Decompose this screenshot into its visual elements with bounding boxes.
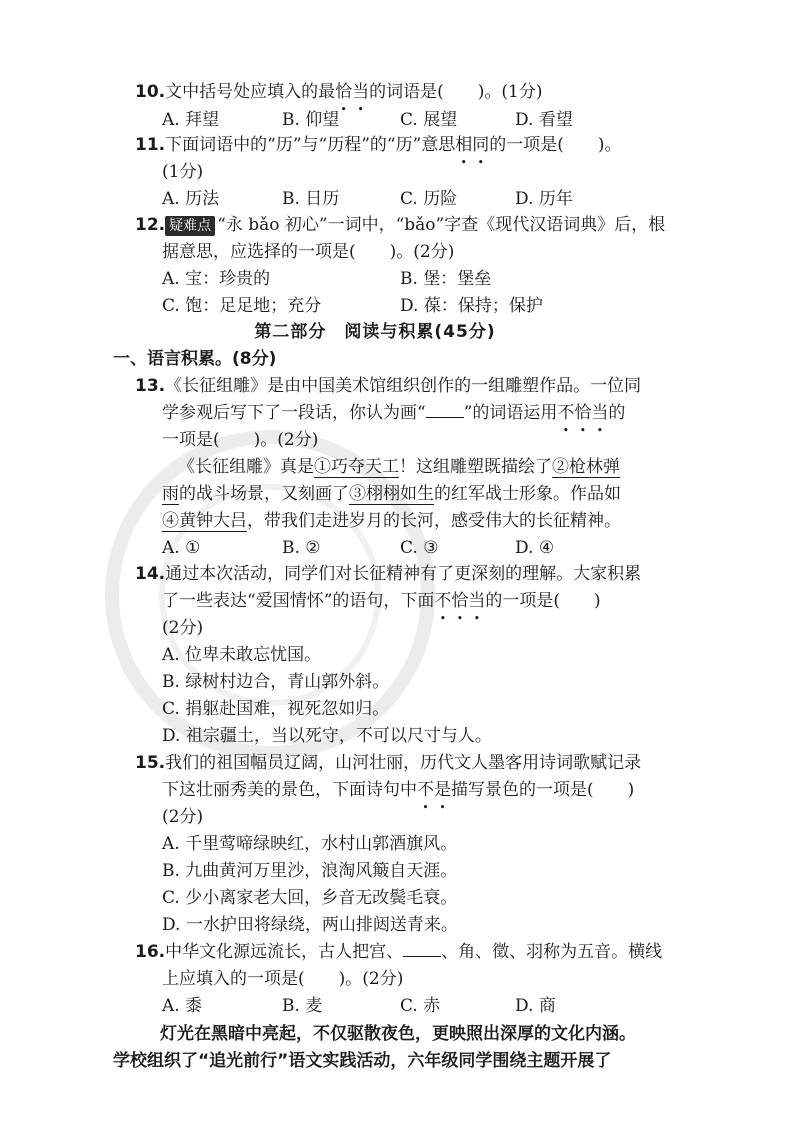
q11-option-a[interactable]: A. 历法 <box>162 189 220 209</box>
q14-option-a[interactable]: A. 位卑未敢忘忧国。 <box>162 645 322 665</box>
q14-score: (2分) <box>162 618 204 638</box>
question-15-stem: 15.我们的祖国幅员辽阔，山河壮丽，历代文人墨客用诗词歌赋记录 <box>135 753 642 773</box>
q13-option-c[interactable]: C. ③ <box>400 538 439 558</box>
underlined-term-4: ④黄钟大吕 <box>162 511 247 531</box>
q11-option-c[interactable]: C. 历险 <box>400 189 458 209</box>
question-16-stem: 16.中华文化源远流长，古人把宫、 、角、徵、羽称为五音。横线 <box>135 942 663 962</box>
question-13-stem-end: 一项是( )。(2分) <box>162 430 319 450</box>
q13-option-d[interactable]: D. ④ <box>515 538 555 558</box>
question-10-stem: 10.文中括号处应填入的最恰当的词语是( )。(1分) <box>135 82 543 102</box>
underline-sample <box>426 401 464 418</box>
q11-score: (1分) <box>162 162 204 182</box>
closing-passage-line-2: 学校组织了“追光前行”语文实践活动，六年级同学围绕主题开展了 <box>113 1051 612 1071</box>
q10-option-d[interactable]: D. 看望 <box>515 110 573 130</box>
question-16-stem-cont: 上应填入的一项是( )。(2分) <box>162 969 404 989</box>
fill-blank[interactable] <box>403 940 441 957</box>
q15-option-a[interactable]: A. 千里莺啼绿映红，水村山郭酒旗风。 <box>162 834 458 854</box>
question-13-stem: 13.《长征组雕》是由中国美术馆组织创作的一组雕塑作品。一位同 <box>135 376 642 396</box>
q13-option-a[interactable]: A. ① <box>162 538 201 558</box>
question-15-stem-cont: 下这壮丽秀美的景色，下面诗句中不是描写景色的一项是( ) <box>162 780 635 800</box>
q16-option-c[interactable]: C. 赤 <box>400 996 441 1016</box>
underlined-term-1: ①巧夺天工 <box>314 457 399 477</box>
q15-score: (2分) <box>162 807 204 827</box>
q13-option-b[interactable]: B. ② <box>282 538 321 558</box>
q15-option-b[interactable]: B. 九曲黄河万里沙，浪淘风簸自天涯。 <box>162 861 458 881</box>
q13-passage-line-2: 雨的战斗场景，又刻画了③栩栩如生的红军战士形象。作品如 <box>162 484 621 504</box>
q11-option-b[interactable]: B. 日历 <box>282 189 340 209</box>
question-12-stem: 12. 疑难点 “永 bǎo 初心”一词中，“bǎo”字查《现代汉语词典》后，根 <box>135 215 666 235</box>
q15-option-c[interactable]: C. 少小离家老大回，乡音无改鬓毛衰。 <box>162 888 458 908</box>
q10-option-b[interactable]: B. 仰望 <box>282 110 340 130</box>
underlined-term-3: ③栩栩如生 <box>349 484 434 504</box>
underlined-term-2: ②枪林弹 <box>552 457 620 477</box>
q12-option-b[interactable]: B. 堡：堡垒 <box>400 269 492 289</box>
question-13-stem-cont: 学参观后写下了一段话，你认为画“ ”的词语运用不恰当的 <box>162 403 626 423</box>
q16-option-b[interactable]: B. 麦 <box>282 996 323 1016</box>
q14-option-d[interactable]: D. 祖宗疆土，当以死守，不可以尺寸与人。 <box>162 726 492 746</box>
q12-option-c[interactable]: C. 饱：足足地；充分 <box>162 296 322 316</box>
section-2-title: 第二部分 阅读与积累(45分) <box>254 322 496 342</box>
question-14-stem: 14.通过本次活动，同学们对长征精神有了更深刻的理解。大家积累 <box>135 564 642 584</box>
question-12-stem-cont: 据意思，应选择的一项是( )。(2分) <box>162 242 455 262</box>
q16-option-d[interactable]: D. 商 <box>515 996 556 1016</box>
q15-option-d[interactable]: D. 一水护田将绿绕，两山排闼送青来。 <box>162 915 458 935</box>
closing-passage-line-1: 灯光在黑暗中亮起，不仅驱散夜色，更映照出深厚的文化内涵。 <box>160 1024 636 1044</box>
q13-passage-line-3: ④黄钟大吕，带我们走进岁月的长河，感受伟大的长征精神。 <box>162 511 621 531</box>
question-14-stem-cont: 了一些表达“爱国情怀”的语句，下面不恰当的一项是( ) <box>162 591 601 611</box>
q11-option-d[interactable]: D. 历年 <box>515 189 573 209</box>
question-11-stem: 11.下面词语中的“历”与“历程”的“历”意思相同的一项是( )。 <box>135 135 622 155</box>
q10-option-c[interactable]: C. 展望 <box>400 110 458 130</box>
difficulty-badge: 疑难点 <box>165 216 215 236</box>
q12-option-a[interactable]: A. 宝：珍贵的 <box>162 269 271 289</box>
part-1-heading: 一、语言积累。(8分) <box>113 349 277 369</box>
q14-option-b[interactable]: B. 绿树村边合，青山郭外斜。 <box>162 672 390 692</box>
q16-option-a[interactable]: A. 黍 <box>162 996 203 1016</box>
q14-option-c[interactable]: C. 捐躯赴国难，视死忽如归。 <box>162 699 390 719</box>
q12-option-d[interactable]: D. 葆：保持；保护 <box>400 296 543 316</box>
q13-passage-line-1: 《长征组雕》真是①巧夺天工！这组雕塑既描绘了②枪林弹 <box>178 457 620 477</box>
q10-option-a[interactable]: A. 拜望 <box>162 110 220 130</box>
